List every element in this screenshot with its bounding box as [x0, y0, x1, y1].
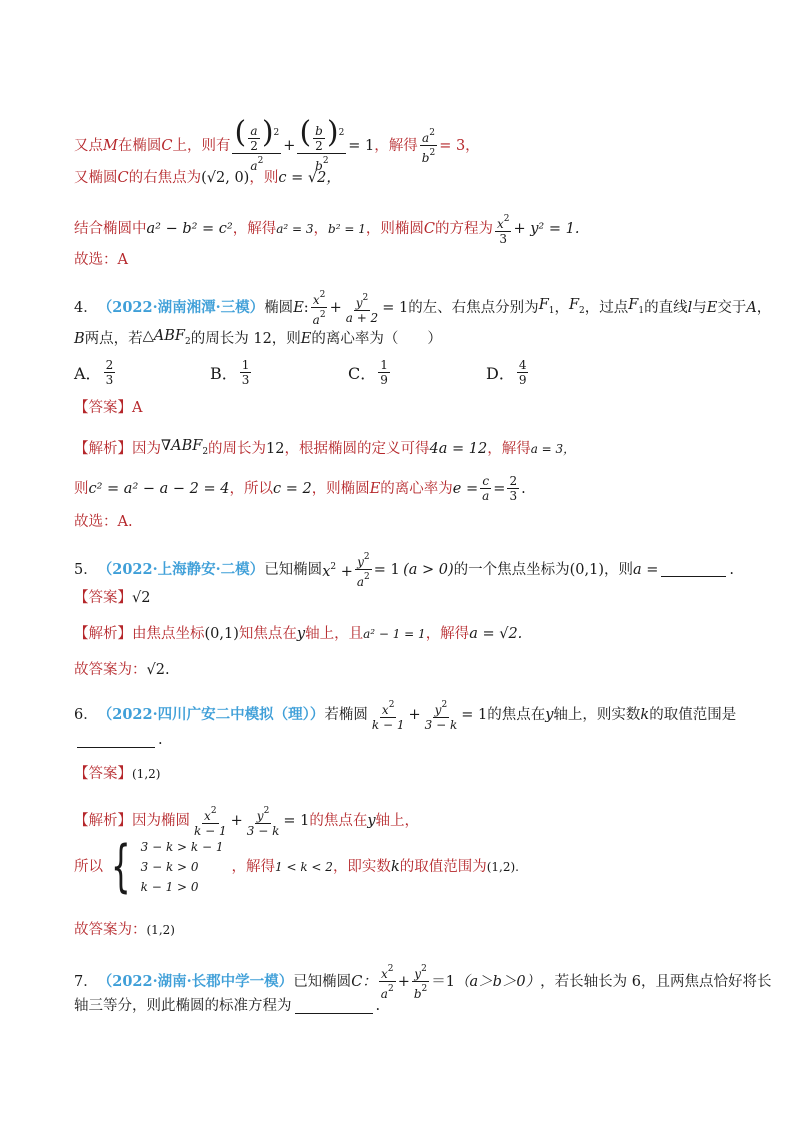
equation: a² = 3 — [276, 222, 314, 236]
c-value: c = √2， — [278, 170, 341, 186]
var-a: A — [746, 299, 757, 316]
fraction: ( $\frac{a}{2}$ )$^2$ $a^2$ — [234, 115, 280, 173]
inequality: 3 − k > 0 — [140, 860, 199, 874]
text: 已知椭圆 — [293, 973, 352, 990]
solution-6-system — [74, 834, 734, 899]
fraction: ( $\frac{b}{2}$ )$^2$ $b^2$ — [299, 115, 345, 173]
answer-blank[interactable] — [661, 562, 726, 577]
answer-line: 故选：A — [74, 252, 128, 268]
text: ，若长轴长为 6，且两焦点恰好将长 — [540, 973, 772, 990]
text: ，则椭圆 — [311, 480, 370, 497]
solution-line-1: 又点 M 在椭圆 C 上，则有 ( $\frac{a}{2}$ )$^2$ $a^2$ + ( $\frac{b}{2}$ )$^2$ $b^2$ = 1 ，解得 $\frac{a^2}{b^2}$ = 3， — [74, 115, 480, 173]
fraction: $\frac{x^2}{a^2}$ — [380, 964, 394, 1001]
question-6-line-1: 6． （2022·四川广安二中模拟（理）） 若椭圆 $\frac{x^2}{k - 1}$ + $\frac{y^2}{3 - k}$ = 1 的焦点在 y 轴上，则实数 k 的取值范围是 — [74, 700, 737, 732]
question-4-line-2 — [74, 326, 734, 352]
text: 所以 — [74, 859, 103, 875]
solution-line-2 — [74, 168, 734, 188]
question-source: （2022·上海静安·二模） — [97, 560, 265, 578]
text: 的焦点在 — [487, 707, 546, 723]
text: ，解得 — [425, 626, 470, 642]
text: 轴三等分，则此椭圆的标准方程为 — [74, 998, 292, 1014]
text: 由焦点坐标 — [132, 626, 205, 642]
text: ，所以 — [229, 480, 273, 497]
text: 的一个焦点坐标为 — [453, 561, 570, 578]
equation: a = √2. — [469, 626, 523, 642]
period: . — [375, 998, 381, 1014]
var-m: M — [103, 137, 118, 154]
a-equals: a = — [633, 561, 659, 578]
condition: (a > 0) — [403, 561, 454, 578]
question-number: 7． — [74, 973, 98, 990]
equation: a = 3， — [530, 442, 576, 456]
fraction: $\frac{4}{9}$ — [518, 358, 527, 387]
text: ，解得 — [231, 859, 276, 875]
solution-6-line-1: 【解析】 因为椭圆 $\frac{x^2}{k - 1}$ + $\frac{y^2}{3 - k}$ = 1 的焦点在 y 轴上， — [74, 806, 420, 838]
fraction: $\frac{y^2}{a^2}$ — [356, 552, 370, 589]
text: 若椭圆 — [324, 707, 368, 723]
equals-one: = 1 — [348, 137, 375, 154]
text: 与 — [692, 299, 707, 316]
text: ，解得 — [374, 137, 418, 154]
answer-value: (1,2) — [146, 923, 175, 937]
text: ，则 — [604, 561, 634, 578]
text: 的焦点在 — [309, 813, 368, 829]
var-e: E — [300, 331, 312, 347]
triangle: $\nabla ABF_2$ — [161, 438, 209, 457]
text: 的方程为 — [434, 221, 493, 237]
text: ，解得 — [487, 441, 531, 457]
text: 因为 — [132, 441, 161, 457]
question-number: 5． — [74, 561, 98, 578]
value: 12 — [266, 441, 285, 457]
solution-tag: 【解析】 — [74, 441, 132, 457]
text: 则 — [74, 480, 89, 497]
fraction: $\frac{a^2}{b^2}$ — [421, 128, 436, 165]
answer-blank[interactable] — [77, 733, 155, 748]
answer-tag: 【答案】 — [74, 400, 132, 416]
focus-point: (√2, 0) — [201, 170, 250, 186]
var-k: k — [640, 707, 650, 723]
option-d[interactable] — [486, 358, 530, 387]
var-c: C — [161, 137, 173, 154]
text: ，根据椭圆的定义可得 — [284, 441, 430, 457]
answer-value: A — [132, 400, 143, 416]
answer-tag: 【答案】 — [74, 766, 132, 782]
text: 的取值范围是 — [649, 707, 737, 723]
option-label: C． — [348, 364, 377, 383]
text: ， — [313, 221, 329, 237]
question-7-line-1: 7． （2022·湖南·长郡中学一模） 已知椭圆 C： $\frac{x^2}{a^2}$ + $\frac{y^2}{b^2}$ ＝1 （a＞b＞0） ，若长轴长为 6，且两焦点恰好将长 — [74, 964, 772, 1001]
text: ，过点 — [584, 299, 629, 316]
equation: a² − 1 = 1 — [363, 627, 426, 641]
var-f1: $F_1$ — [538, 296, 555, 316]
text: ，则 — [249, 170, 279, 186]
var-e: E — [369, 480, 381, 497]
var-y: y — [296, 626, 306, 642]
text: 知焦点在 — [238, 626, 297, 642]
text: 已知椭圆 — [264, 561, 323, 578]
equation: e = — [452, 480, 479, 497]
range: 1 < k < 2 — [275, 860, 333, 874]
solution-tag: 【解析】 — [74, 626, 132, 642]
answer-tag: 【答案】 — [74, 590, 132, 606]
question-source: （2022·四川广安二中模拟（理）） — [97, 706, 325, 723]
solution-5 — [74, 624, 734, 644]
fraction: $\frac{2}{3}$ — [105, 358, 114, 387]
answer-value: (1,2) — [132, 767, 161, 781]
option-a[interactable] — [74, 358, 117, 387]
var-c: C — [117, 170, 129, 186]
answer-value: √2. — [146, 662, 170, 678]
text: ，即实数 — [332, 859, 391, 875]
result: = 3， — [439, 137, 480, 154]
fraction: $\frac{c}{a}$ — [482, 474, 490, 503]
fraction: $\frac{y^2}{3 - k}$ — [246, 806, 280, 838]
solution-4-line-2: 则 c² = a² − a − 2 = 4 ，所以 c = 2 ，则椭圆 E 的离心率为 e = $\frac{c}{a}$ = $\frac{2}{3}$ . — [74, 474, 526, 503]
var-b: B — [74, 331, 85, 347]
answer-line-5 — [74, 660, 734, 680]
text: 的离心率为（ ） — [311, 331, 442, 347]
question-source: （2022·湖南·长郡中学一模） — [97, 972, 294, 990]
equation: + y² = 1. — [513, 221, 580, 237]
text: 在椭圆 — [117, 137, 162, 154]
equation: a² − b² = c² — [146, 221, 233, 237]
answer-blank[interactable] — [295, 999, 373, 1014]
var-e: E — [706, 299, 718, 316]
fraction: $\frac{2}{3}$ — [509, 474, 518, 503]
text: 轴上，且 — [305, 626, 364, 642]
text: 的取值范围为 — [399, 859, 487, 875]
focus-point: (0,1) — [204, 626, 239, 642]
text: 上，则有 — [172, 137, 231, 154]
question-5: 5． （2022·上海静安·二模） 已知椭圆 $x^2$ + $\frac{y^2}{a^2}$ = 1 (a > 0) 的一个焦点坐标为 (0,1) ，则 a = . — [74, 552, 734, 589]
answer-6 — [74, 764, 734, 784]
text: 两点，若 — [84, 331, 143, 347]
option-label: B． — [210, 364, 238, 383]
var-y: y — [545, 707, 554, 723]
condition: （a＞b＞0） — [455, 973, 541, 990]
var-l: l — [687, 299, 693, 316]
question-number: 4． — [74, 299, 98, 316]
text: 椭圆 — [264, 299, 294, 316]
text: 的右焦点为 — [128, 170, 202, 186]
option-c[interactable] — [348, 358, 392, 387]
text: 结合椭圆中 — [74, 221, 147, 237]
fraction: $\frac{y^2}{3 - k}$ — [424, 700, 458, 732]
fraction: $\frac{x^2}{a^2}$ — [312, 290, 326, 327]
question-7-line-2 — [74, 996, 734, 1016]
inequality: k − 1 > 0 — [140, 880, 199, 894]
var-f2: $F_2$ — [568, 296, 585, 316]
var-f1: $F_1$ — [628, 296, 645, 316]
fraction: $\frac{x^2}{k - 1}$ — [194, 806, 227, 838]
answer-4 — [74, 398, 734, 418]
option-label: D． — [486, 364, 515, 383]
inequality-system: { 3 − k > k − 1 3 − k > 0 k − 1 > 0 — [111, 834, 224, 899]
answer-line-6 — [74, 920, 734, 940]
period: . — [729, 561, 734, 578]
inequality: 3 − k > k − 1 — [140, 840, 224, 854]
var-c: C — [423, 221, 435, 237]
text: 轴上，则实数 — [553, 707, 641, 723]
text: 交于 — [717, 299, 747, 316]
var-c: C： — [351, 973, 377, 990]
text: 因为椭圆 — [132, 813, 190, 829]
fraction: $\frac{1}{9}$ — [380, 358, 388, 387]
fraction: $\frac{x^2}{3}$ — [496, 214, 510, 246]
solution-tag: 【解析】 — [74, 813, 132, 829]
fraction: $\frac{1}{3}$ — [241, 358, 250, 387]
text: 的左、右焦点分别为 — [408, 299, 539, 316]
var-e: E — [293, 299, 304, 316]
question-number: 6． — [74, 707, 98, 723]
text: 故答案为： — [74, 922, 147, 938]
text: 的周长为 12，则 — [190, 331, 301, 347]
equation: c = 2 — [272, 480, 312, 497]
fraction: $\frac{x^2}{k - 1}$ — [371, 700, 405, 732]
solution-4-line-1 — [74, 436, 734, 462]
option-b[interactable] — [210, 358, 253, 387]
option-label: A． — [74, 364, 102, 383]
equation: b² = 1 — [328, 222, 366, 236]
range-result: (1,2). — [486, 860, 519, 874]
equation: 4a = 12 — [429, 441, 488, 457]
text: 轴上， — [375, 813, 420, 829]
var-k: k — [390, 859, 400, 875]
fraction: $\frac{y^2}{b^2}$ — [413, 964, 428, 1001]
text: 又椭圆 — [74, 170, 118, 186]
answer-5 — [74, 588, 734, 608]
equals: = — [493, 480, 506, 497]
text: ，则椭圆 — [365, 221, 424, 237]
question-4-line-1: 4． （2022·湖南湘潭·三模） 椭圆 E : $\frac{x^2}{a^2}$ + $\frac{y^2}{a + 2}$ = 1 的左、右焦点分别为 $F_1$ ， $F_2$ ，过点 $F_1$ 的直线 l 与 E 交于 A ， — [74, 290, 772, 327]
text: 又点 — [74, 137, 103, 154]
equation: c² = a² − a − 2 = 4 — [88, 480, 230, 497]
var-y: y — [367, 813, 376, 829]
equals-one: ＝1 — [431, 973, 455, 990]
solution-line-3 — [74, 212, 734, 246]
answer-line: 故选：A. — [74, 514, 133, 530]
focus-point: (0,1) — [569, 561, 605, 578]
question-6-line-2: . — [74, 730, 734, 750]
question-source: （2022·湖南湘潭·三模） — [97, 298, 265, 316]
text: 故答案为： — [74, 662, 147, 678]
text: 的直线 — [644, 299, 688, 316]
answer-value: √2 — [132, 590, 151, 606]
fraction: $\frac{y^2}{a + 2}$ — [345, 292, 379, 325]
text: 的离心率为 — [380, 480, 453, 497]
triangle: $\triangle ABF_2$ — [142, 328, 191, 347]
text: 的周长为 — [208, 441, 267, 457]
text: ，解得 — [232, 221, 277, 237]
equals-one: = 1 — [382, 299, 409, 316]
